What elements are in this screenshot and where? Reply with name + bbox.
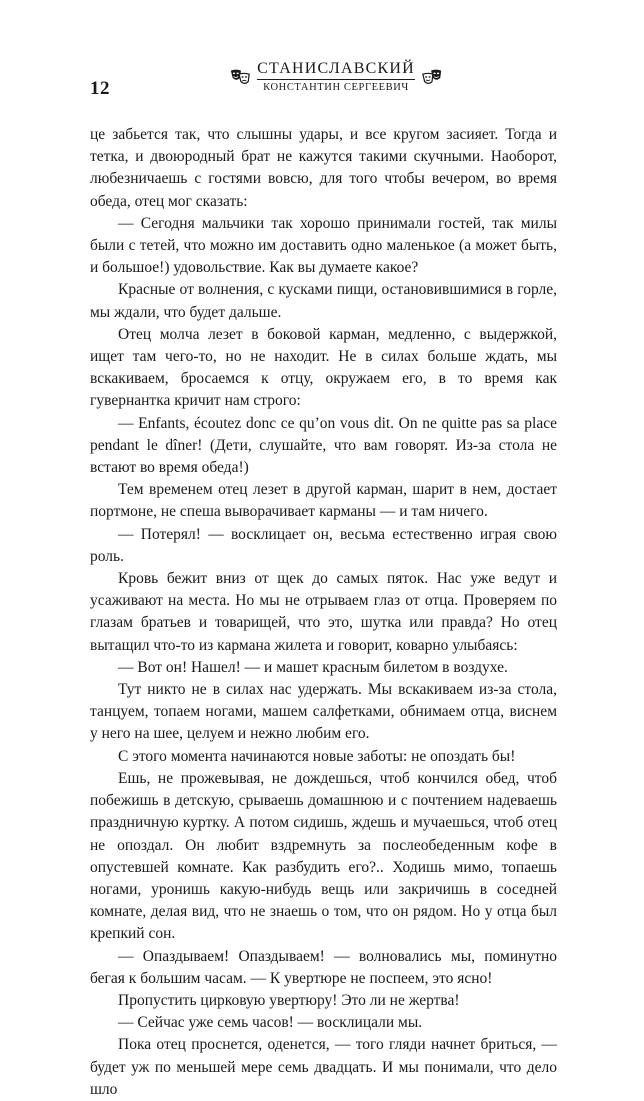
author-block [257, 60, 415, 94]
paragraph: Тут никто не в силах нас удержать. Мы вскакиваем из-за стола, танцуем, топаем ногами, машем салфетками, обнимаем отца, виснем у него на шее, целуем и нежно любим его. [90, 681, 557, 743]
paragraph: Пока отец проснется, оденется, — того гляди начнет бриться, — будет уж по меньшей мере семь двадцать. И мы понимали, что дело шло [90, 1036, 557, 1098]
paragraph: це забьется так, что слышны удары, и все кругом засияет. Тогда и тетка, и двоюродный брат не кажутся такими скучными. Наоборот, любезничаешь с гостями вовсю, для того чтобы вечером, во время обеда, отец мог сказать: [90, 126, 557, 210]
paragraph: С этого момента начинаются новые заботы: не опоздать бы! [118, 747, 516, 765]
paragraph: Кровь бежит вниз от щек до самых пяток. Нас уже ведут и усаживают на места. Но мы не отрываем глаз от отца. Проверяем по глазам братьев и товарищей, что это, шутка или правда? Но отец вытащил что-то из кармана жилета и говорит, коварно улыбаясь: [90, 570, 557, 654]
paragraph: Ешь, не прожевывая, не дождешься, чтоб кончился обед, чтоб побежишь в детскую, срываешь домашнюю и с почтением надеваешь праздничную куртку. А потом сидишь, ждешь и мучаешься, чтоб отец не опоздал. Он любит вздремнуть за послеобеденным кофе в опустевшей комнате. Как разбудить его?.. Ходишь мимо, топаешь ногами, уронишь какую-нибудь вещь или закричишь в соседней комнате, делая вид, что не знаешь о том, что он рядом. Но у отца был крепкий сон. [90, 769, 557, 943]
paragraph: — Сегодня мальчики так хорошо принимали гостей, так милы были с тетей, что можно им доставить одно маленькое (а может быть, и большое!) удовольствие. Как вы думаете какое? [90, 214, 557, 277]
paragraph: Отец молча лезет в боковой карман, медленно, с выдержкой, ищет там чего-то, но не находит. Не в силах больше ждать, мы вскакиваем, бросаемся к отцу, окружаем его, в то время как гувернантка кричит нам строго: [90, 325, 557, 410]
paragraph: — Потерял! — восклицает он, весьма естественно играя свою роль. [90, 525, 557, 565]
theatre-masks-icon [229, 66, 251, 88]
author-surname: СТАНИСЛАВСКИЙ [257, 60, 415, 80]
page-number: 12 [90, 78, 110, 99]
paragraph: Пропустить цирковую увертюру! Это ли не жертва! [118, 991, 460, 1009]
paragraph: Красные от волнения, с кусками пищи, остановившимися в горле, мы ждали, что будет дальше. [90, 281, 557, 321]
body-text [90, 124, 557, 1101]
author-name: КОНСТАНТИН СЕРГЕЕВИЧ [263, 82, 409, 93]
paragraph: — Сейчас уже семь часов! — восклицали мы. [118, 1014, 423, 1032]
paragraph: — Вот он! Нашел! — и машет красным билетом в воздухе. [118, 658, 508, 676]
theatre-masks-icon [421, 66, 443, 88]
running-head [226, 60, 446, 94]
paragraph: Тем временем отец лезет в другой карман, шарит в нем, достает портмоне, не спеша выворачивает карманы — и там ничего. [90, 481, 557, 521]
paragraph: — Enfants, écoutez donc ce qu’on vous dit. On ne quitte pas sa place pendant le dîner! (Дети, слушайте, что вам говорят. Из-за стола не встают во время обеда!) [90, 414, 557, 477]
paragraph: — Опаздываем! Опаздываем! — волновались мы, поминутно бегая к большим часам. — К увертюре не поспеем, это ясно! [90, 947, 557, 987]
